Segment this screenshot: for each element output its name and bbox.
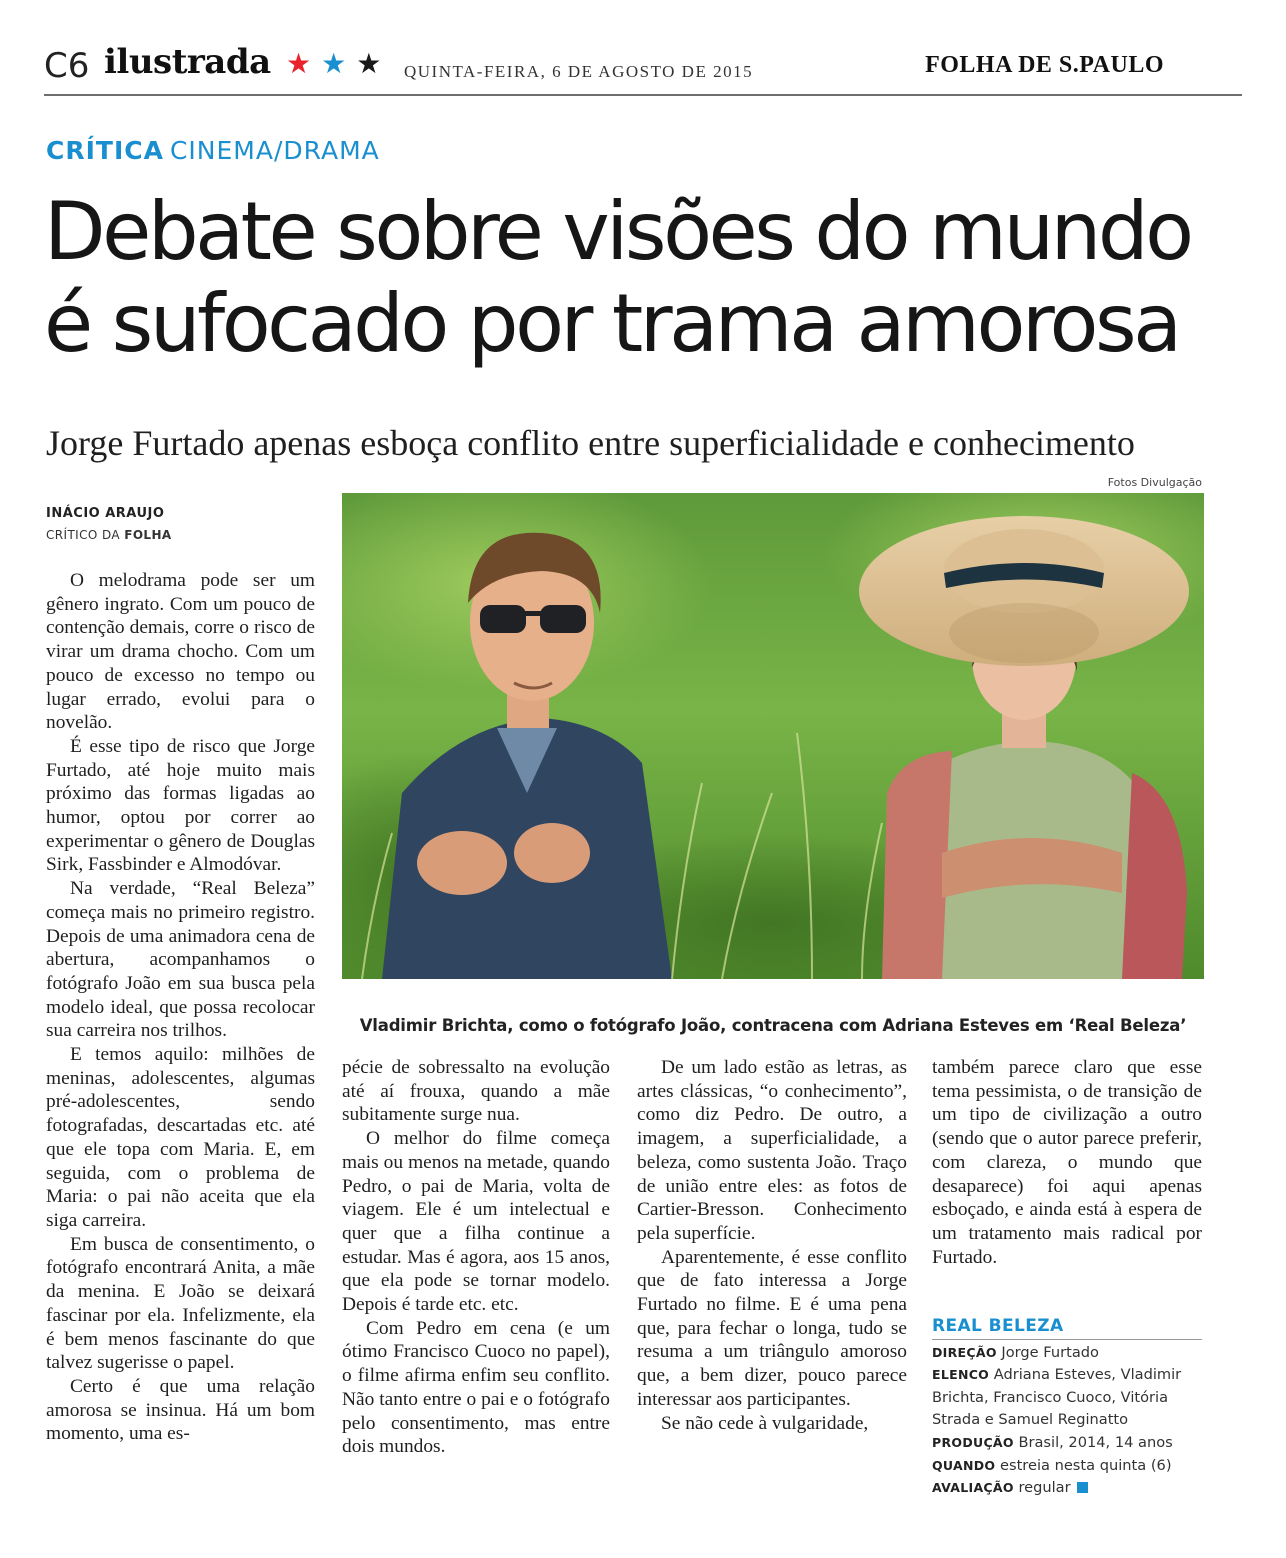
paragraph: Certo é que uma relação amorosa se insinua. Há um bom momento, uma es- — [46, 1375, 315, 1445]
article-kicker — [46, 136, 380, 165]
issue-date: QUINTA-FEIRA, 6 DE AGOSTO DE 2015 — [404, 62, 754, 81]
paragraph: O melhor do filme começa mais ou menos na metade, quando Pedro, o pai de Maria, volta de viagem. Ele é um intelectual e quer que a filha continue a estudar. Mas é agora, aos 15 anos, que ela pode se tornar modelo. Depois é tarde etc. etc. — [342, 1128, 610, 1316]
author-role-paper: FOLHA — [124, 528, 172, 542]
paragraph: É esse tipo de risco que Jorge Furtado, até hoje muito mais próximo das formas ligadas ao humor, optou por correr ao experimentar o gênero de Douglas Sirk, Fassbinder e Almodóvar. — [46, 735, 315, 876]
newspaper-masthead: FOLHA DE S.PAULO — [925, 52, 1164, 78]
article-photo — [342, 493, 1204, 979]
paragraph: também parece claro que esse tema pessimista, o de transição de um tipo de civilização a outro (sendo que o autor parece preferir, com clareza, o mundo que desaparece) foi aqui apenas esboçado, e ainda está à espera de um tratamento mais radical por Furtado. — [932, 1057, 1202, 1268]
info-row-production — [932, 1432, 1202, 1455]
body-column-4 — [932, 1056, 1202, 1269]
info-label: PRODUÇÃO — [932, 1434, 1014, 1450]
kicker-topic: CINEMA/DRAMA — [169, 136, 380, 165]
headline-line-2: é sufocado por trama amorosa — [44, 277, 1179, 370]
rating-square-icon — [1077, 1482, 1088, 1493]
info-value: Brasil, 2014, 14 anos — [1018, 1433, 1173, 1451]
paragraph: Aparentemente, é esse conflito que de fato interessa a Jorge Furtado no filme. E é uma pena que, para fechar o longa, tudo se resuma a um triângulo amoroso que, a bem dizer, pouco parece interessar aos participantes. — [637, 1246, 907, 1410]
photo-credit: Fotos Divulgação — [1107, 476, 1202, 489]
paragraph: Em busca de consentimento, o fotógrafo encontrará Anita, a mãe da menina. E João se deixará fascinar por ela. Infelizmente, ela é bem menos fascinante do que talvez sugerisse o papel. — [46, 1233, 315, 1374]
paragraph: pécie de sobressalto na evolução até aí frouxa, quando a mãe subitamente surge nua. — [342, 1057, 610, 1126]
paragraph: De um lado estão as letras, as artes clássicas, “o conhecimento”, como diz Pedro. De outro, a imagem, a superficialidade, a beleza, como sustenta João. Traço de união entre eles: as fotos de Cartier-Bresson. Conhecimento pela superfície. — [637, 1057, 907, 1244]
info-box-title: REAL BELEZA — [932, 1315, 1202, 1340]
info-row-when — [932, 1455, 1202, 1478]
info-row-rating — [932, 1477, 1202, 1500]
info-value: estreia nesta quinta (6) — [999, 1456, 1172, 1474]
body-column-2 — [342, 1056, 610, 1459]
paragraph: Se não cede à vulgaridade, — [661, 1412, 869, 1434]
film-still-illustration — [342, 493, 1204, 979]
info-label: ELENCO — [932, 1367, 990, 1383]
info-row-cast — [932, 1364, 1202, 1432]
info-value: Adriana Esteves, Vladimir Brichta, Francisco Cuoco, Vitória Strada e Samuel Reginatto — [932, 1366, 1182, 1429]
info-value: Jorge Furtado — [1001, 1343, 1099, 1361]
author-role-prefix: CRÍTICO DA — [46, 528, 121, 542]
section-stars — [286, 47, 391, 80]
paragraph: E temos aquilo: milhões de meninas, adolescentes, algumas pré-adolescentes, sendo fotografadas, descartadas etc. até que ele topa com Maria. E, em seguida, com o problema de Maria: o pai não aceita que ela siga carreira. — [46, 1044, 315, 1231]
header-divider — [44, 94, 1242, 96]
info-value: regular — [1018, 1479, 1071, 1497]
info-label: QUANDO — [932, 1457, 996, 1473]
section-name: ilustrada — [104, 42, 271, 82]
headline-line-1: Debate sobre visões do mundo — [44, 185, 1191, 278]
star-icon-red: ★ — [286, 47, 312, 80]
info-label: AVALIAÇÃO — [932, 1480, 1014, 1496]
kicker-label: CRÍTICA — [46, 136, 164, 165]
paragraph: O melodrama pode ser um gênero ingrato. Com um pouco de contenção demais, corre o risco de virar um drama chocho. Com um pouco de excesso no tempo ou lugar errado, evolui para o novelão. — [46, 570, 315, 734]
film-info-box — [932, 1315, 1202, 1500]
photo-caption: Vladimir Brichta, como o fotógrafo João, contracena com Adriana Esteves em ‘Real Beleza’ — [359, 1016, 1187, 1035]
article-deck: Jorge Furtado apenas esboça conflito entre superficialidade e conhecimento — [46, 423, 1135, 463]
article-headline — [44, 186, 1244, 370]
star-icon-black: ★ — [356, 47, 382, 80]
info-row-direction — [932, 1342, 1202, 1365]
page-number: C6 — [44, 46, 90, 86]
author-name: INÁCIO ARAUJO — [46, 506, 165, 521]
paragraph: Na verdade, “Real Beleza” começa mais no primeiro registro. Depois de uma animadora cena de abertura, acompanhamos o fotógrafo João em sua busca pela modelo ideal, que possa recolocar sua carreira nos trilhos. — [46, 878, 315, 1042]
paragraph: Com Pedro em cena (e um ótimo Francisco Cuoco no papel), o filme afirma enfim seu conflito. Não tanto entre o pai e o fotógrafo pelo consentimento, mas entre dois mundos. — [342, 1317, 610, 1458]
body-column-3 — [637, 1056, 907, 1435]
author-role — [46, 528, 172, 542]
info-label: DIREÇÃO — [932, 1344, 997, 1360]
star-icon-blue: ★ — [321, 47, 347, 80]
body-column-1 — [46, 569, 315, 1446]
